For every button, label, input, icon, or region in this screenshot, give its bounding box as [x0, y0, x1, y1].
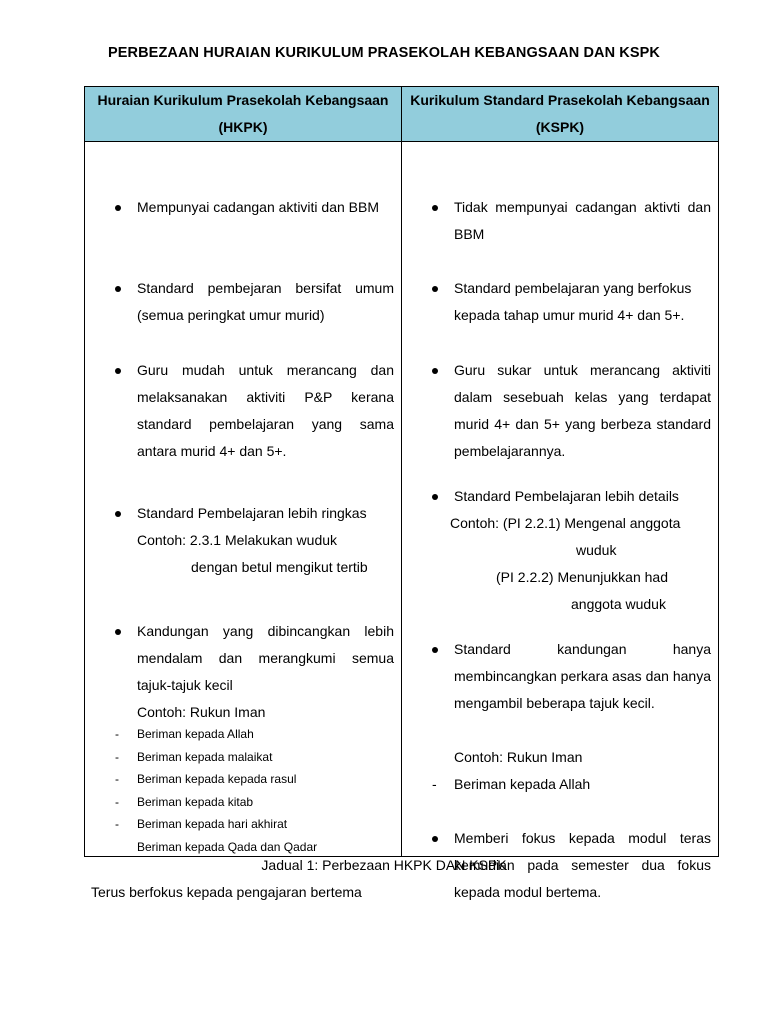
header-kspk: Kurikulum Standard Prasekolah Kebangsaan (KSPK) — [402, 87, 719, 142]
bullet-icon — [115, 511, 121, 517]
header-hkpk: Huraian Kurikulum Prasekolah Kebangsaan (HKPK) — [85, 87, 402, 142]
hkpk-item-1: Mempunyai cadangan aktiviti dan BBM — [137, 199, 380, 215]
hkpk-item-3: Guru mudah untuk merancang dan melaksanakan aktiviti P&P kerana standard pembelajaran yang sama antara murid 4+ dan 5+. — [137, 362, 394, 459]
hkpk-closing: Terus berfokus kepada pengajaran bertema — [91, 884, 362, 900]
hkpk-list-item: - Beriman kepada Allah — [115, 727, 254, 741]
kspk-list-item: - Beriman kepada Allah — [432, 776, 591, 792]
hkpk-list-item-last: Beriman kepada Qada dan Qadar — [137, 839, 318, 854]
table-body-row — [85, 142, 719, 857]
bullet-icon — [115, 629, 121, 635]
document-title: PERBEZAAN HURAIAN KURIKULUM PRASEKOLAH KEBANGSAAN DAN KSPK — [108, 45, 660, 61]
kspk-item-5: Standard kandungan hanya membincangkan perkara asas dan hanya mengambil beberapa tajuk kecil. — [454, 641, 711, 711]
bullet-icon — [115, 286, 121, 292]
kspk-item-2: Standard pembelajaran yang berfokus kepada tahap umur murid 4+ dan 5+. — [454, 280, 692, 323]
kspk-cell — [402, 142, 719, 900]
kspk-item-4-example-2: (PI 2.2.2) Menunjukkan had — [496, 569, 668, 585]
kspk-item-4-example-2-cont: anggota wuduk — [571, 596, 666, 612]
kspk-item-3: Guru sukar untuk merancang aktiviti dalam sesebuah kelas yang terdapat murid 4+ dan 5+ yang berbeza standard pembelajarannya. — [454, 362, 711, 459]
kspk-item-4-example-1: Contoh: (PI 2.2.1) Mengenal anggota — [450, 515, 681, 531]
hkpk-item-5: Kandungan yang dibincangkan lebih mendalam dan merangkumi semua tajuk-tajuk kecil — [137, 623, 394, 693]
bullet-icon — [115, 205, 121, 211]
hkpk-list-item: - Beriman kepada kepada rasul — [115, 772, 297, 786]
bullet-icon — [115, 368, 121, 374]
kspk-item-5-example: Contoh: Rukun Iman — [454, 749, 583, 765]
hkpk-item-2: Standard pembejaran bersifat umum (semua peringkat umur murid) — [137, 280, 394, 323]
hkpk-item-5-example: Contoh: Rukun Iman — [137, 704, 266, 720]
bullet-icon — [432, 647, 438, 653]
hkpk-list-item: - Beriman kepada malaikat — [115, 749, 273, 764]
bullet-icon — [432, 494, 438, 500]
bullet-icon — [432, 286, 438, 292]
table-caption: Jadual 1: Perbezaan HKPK DAN KSPK — [261, 857, 507, 873]
table-header-row — [85, 87, 719, 142]
hkpk-item-4-example-cont: dengan betul mengikut tertib — [191, 559, 368, 575]
kspk-item-1: Tidak mempunyai cadangan aktivti dan BBM — [454, 199, 711, 242]
bullet-icon — [432, 205, 438, 211]
hkpk-list-item: - Beriman kepada kitab — [115, 794, 254, 809]
hkpk-list-item: - Beriman kepada hari akhirat — [115, 817, 288, 831]
kspk-item-6: Memberi fokus kepada modul teras kemudian pada semester dua fokus kepada modul bertema. — [454, 830, 711, 900]
kspk-item-4: Standard Pembelajaran lebih details — [454, 488, 679, 504]
hkpk-item-4-example: Contoh: 2.3.1 Melakukan wuduk — [137, 532, 338, 548]
hkpk-item-4: Standard Pembelajaran lebih ringkas — [137, 505, 367, 521]
bullet-icon — [432, 836, 438, 842]
bullet-icon — [432, 368, 438, 374]
kspk-item-4-example-1-cont: wuduk — [576, 542, 617, 558]
